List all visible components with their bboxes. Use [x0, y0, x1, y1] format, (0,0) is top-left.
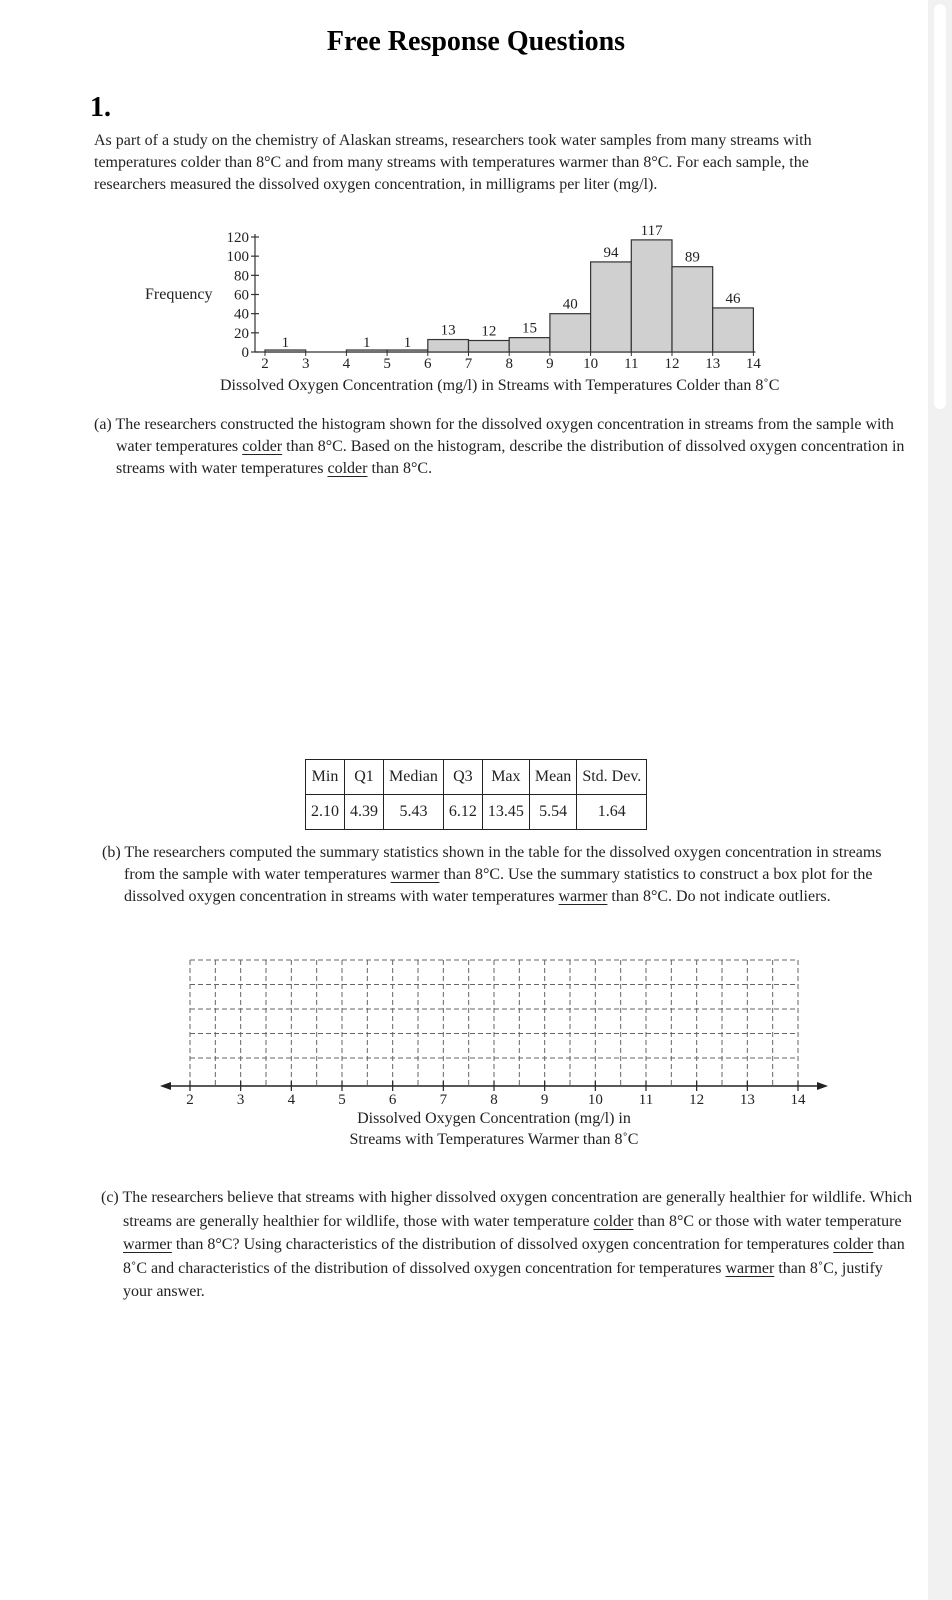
stats-header-q3: Q3: [443, 760, 482, 795]
right-arrow-icon: [817, 1082, 828, 1090]
histogram-bar-label: 46: [725, 290, 741, 307]
part-b-text-3: than 8°C. Do not indicate outliers.: [607, 888, 831, 905]
histogram-y-tick-label: 0: [241, 345, 249, 361]
part-c-text-4: than 8˚C and characteristics of the distribution of dissolved oxygen concentration for temperatures: [123, 1236, 905, 1277]
part-a-text-2: than 8°C. Based on the histogram, describe the distribution of dissolved oxygen concentration in streams with water temperatures: [116, 438, 905, 477]
part-b-text-1: (b) The researchers computed the summary statistics shown in the table for the dissolved oxygen concentration in streams from the sample with water temperatures: [102, 844, 882, 883]
histogram-chart: [140, 222, 820, 397]
grid-x-tick-label: 3: [236, 1092, 245, 1108]
histogram-x-tick-label: 7: [464, 356, 473, 372]
histogram-bar-label: 40: [562, 296, 578, 313]
stats-value-stddev: 1.64: [577, 795, 647, 830]
stats-header-stddev: Std. Dev.: [577, 760, 647, 795]
stats-header-row: [306, 760, 647, 795]
histogram-x-tick-label: 13: [705, 356, 721, 372]
histogram-bar-label: 12: [481, 323, 497, 340]
grid-x-tick-label: 11: [638, 1092, 654, 1108]
part-c-underlined-4: warmer: [725, 1259, 775, 1277]
stats-value-max: 13.45: [482, 795, 529, 830]
part-c-paragraph: [101, 1186, 913, 1304]
grid-x-tick-label: 7: [439, 1092, 448, 1108]
grid-xlabel-line2: Streams with Temperatures Warmer than 8˚C: [349, 1131, 639, 1147]
histogram-x-tick-label: 3: [301, 356, 310, 372]
histogram-bar: [509, 338, 550, 352]
grid-x-tick-label: 10: [587, 1092, 603, 1108]
histogram-x-tick-label: 10: [583, 356, 599, 372]
histogram-bar-label: 89: [684, 249, 700, 266]
grid-xlabel-line1: Dissolved Oxygen Concentration (mg/l) in: [357, 1110, 631, 1127]
histogram-y-tick-label: 100: [226, 249, 249, 266]
stats-value-median: 5.43: [384, 795, 444, 830]
histogram-y-tick-label: 80: [234, 268, 249, 285]
grid-x-tick-label: 2: [186, 1092, 194, 1108]
histogram-bar: [428, 340, 469, 352]
histogram-xlabel: Dissolved Oxygen Concentration (mg/l) in Streams with Temperatures Colder than 8˚C: [220, 377, 780, 394]
stats-header-mean: Mean: [529, 760, 576, 795]
histogram-x-tick-label: 9: [546, 356, 554, 372]
intro-paragraph: As part of a study on the chemistry of Alaskan streams, researchers took water samples from many streams with temperatures colder than 8°C and from many streams with temperatures warmer than 8°C. For each sample, the researchers measured the dissolved oxygen concentration, in milligrams per liter (mg/l).: [94, 132, 812, 193]
part-c-text-3: than 8°C? Using characteristics of the distribution of dissolved oxygen concentration for temperatures: [171, 1236, 834, 1253]
grid-x-tick-label: 13: [739, 1092, 755, 1108]
histogram-x-tick-label: 11: [624, 356, 639, 372]
histogram-bar: [631, 240, 672, 352]
part-c-text-2: than 8°C or those with water temperature: [633, 1212, 902, 1230]
stats-value-row: [306, 795, 647, 830]
histogram-x-tick-label: 4: [342, 356, 351, 372]
question-number: 1.: [90, 92, 111, 123]
histogram-bar-label: 1: [403, 335, 412, 351]
stats-value-q3: 6.12: [443, 795, 482, 830]
grid-x-tick-label: 6: [388, 1092, 397, 1108]
histogram-bar-label: 1: [363, 335, 371, 351]
part-c-underlined-2: warmer: [123, 1236, 172, 1253]
grid-x-tick-label: 14: [790, 1092, 806, 1108]
histogram-x-tick-label: 5: [383, 356, 391, 372]
stats-value-min: 2.10: [306, 795, 345, 830]
part-c-text-5: than 8˚C, justify your answer.: [123, 1259, 883, 1300]
histogram-bar-label: 117: [640, 222, 663, 239]
histogram-y-tick-label: 60: [234, 287, 249, 304]
part-c-underlined-1: colder: [593, 1212, 634, 1230]
stats-header-min: Min: [306, 760, 345, 795]
histogram-bar: [469, 341, 510, 353]
histogram-bar-label: 94: [603, 244, 619, 261]
histogram-y-tick-label: 40: [234, 306, 249, 323]
grid-x-tick-label: 12: [689, 1092, 705, 1108]
histogram-bar: [713, 308, 754, 352]
histogram-x-tick-label: 8: [505, 356, 513, 372]
part-b-underlined-1: warmer: [390, 866, 440, 883]
part-a-underlined-2: colder: [327, 460, 368, 477]
stats-header-median: Median: [384, 760, 444, 795]
left-arrow-icon: [160, 1082, 171, 1090]
grid-x-tick-label: 4: [287, 1092, 296, 1108]
part-a-text-3: than 8°C.: [367, 460, 433, 477]
part-a-paragraph: [94, 414, 906, 480]
histogram-bar: [550, 314, 591, 352]
histogram-bar-label: 1: [281, 335, 290, 351]
boxplot-answer-grid[interactable]: [158, 952, 830, 1147]
part-a-underlined-1: colder: [242, 438, 283, 455]
scrollbar[interactable]: [928, 0, 952, 1600]
stats-value-mean: 5.54: [529, 795, 576, 830]
part-c-underlined-3: colder: [833, 1236, 874, 1253]
histogram-x-tick-label: 14: [745, 356, 761, 372]
part-b-text-2: than 8°C. Use the summary statistics to construct a box plot for the dissolved oxygen concentration in streams with water temperatures: [124, 866, 873, 905]
part-b-paragraph: [102, 842, 914, 908]
histogram-ylabel: Frequency: [145, 286, 213, 303]
histogram-y-tick-label: 120: [226, 230, 249, 246]
page-title: Free Response Questions: [326, 26, 626, 57]
summary-stats-table: [305, 759, 647, 830]
part-a-text-1: (a) The researchers constructed the histogram shown for the dissolved oxygen concentration in streams from the sample with water temperatures: [94, 416, 894, 455]
grid-x-tick-label: 9: [540, 1092, 549, 1108]
scrollbar-thumb[interactable]: [934, 4, 946, 409]
histogram-bar: [591, 262, 632, 352]
histogram-x-tick-label: 6: [424, 356, 432, 372]
histogram-bar-label: 13: [440, 322, 456, 339]
part-c-text-1: (c) The researchers believe that streams with higher dissolved oxygen concentration are generally healthier for wildlife. Which streams are generally healthier for wildlife, those with water temperature: [101, 1189, 913, 1230]
histogram-x-tick-label: 2: [261, 356, 269, 372]
histogram-bar: [672, 267, 713, 352]
grid-x-tick-label: 5: [338, 1092, 346, 1108]
stats-header-q1: Q1: [345, 760, 384, 795]
stats-header-max: Max: [482, 760, 529, 795]
stats-value-q1: 4.39: [345, 795, 384, 830]
histogram-x-tick-label: 12: [664, 356, 680, 372]
grid-x-tick-label: 8: [490, 1092, 498, 1108]
part-b-underlined-2: warmer: [558, 888, 608, 905]
histogram-bar-label: 15: [522, 320, 538, 337]
histogram-y-tick-label: 20: [234, 325, 249, 342]
